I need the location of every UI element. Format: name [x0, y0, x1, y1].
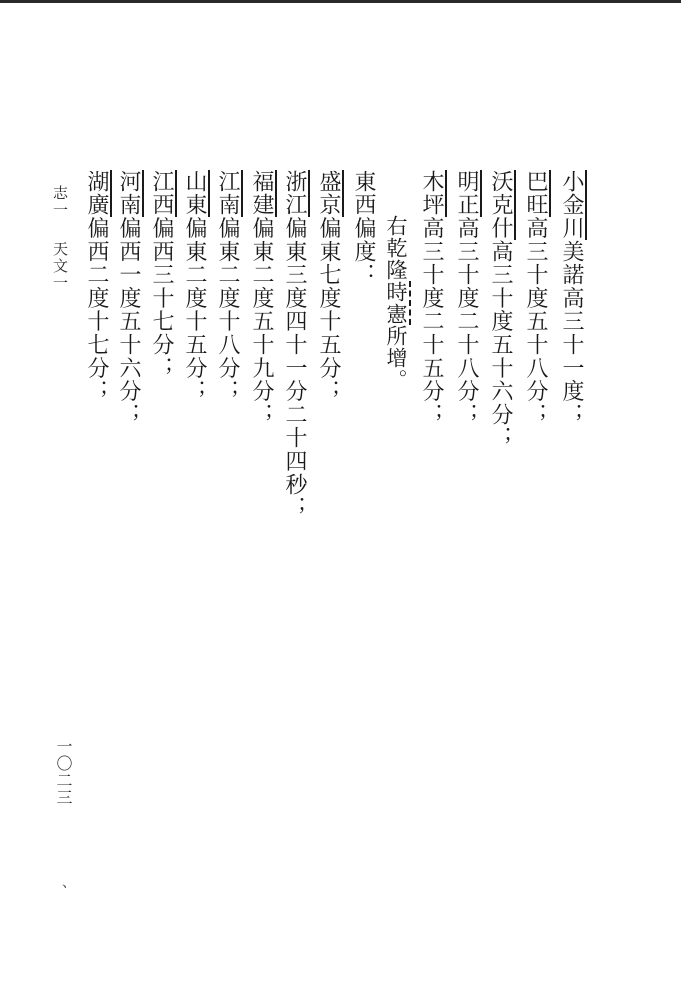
place-name-jiangnan: 江南	[215, 170, 243, 217]
running-head-chapter: 志一	[51, 185, 69, 219]
column-8-text: 偏東七度十五分；	[316, 216, 341, 404]
place-name-zhejiang: 浙江	[282, 170, 310, 217]
text-column-1	[560, 170, 582, 426]
text-column-5	[420, 170, 442, 426]
column-15-text: 偏西二度十七分；	[84, 216, 109, 404]
column-5-text: 高三十度二十五分；	[419, 216, 444, 427]
column-10-text: 偏東二度五十九分；	[249, 216, 274, 427]
page-number: 一〇二三	[54, 738, 73, 806]
stray-mark: 、	[62, 875, 76, 891]
text-column-2	[524, 170, 546, 426]
column-9-text: 偏東三度四十一分二十四秒；	[282, 216, 307, 520]
column-12-text: 偏東二度十五分；	[182, 216, 207, 404]
note-text-shixian: 時憲	[384, 281, 411, 325]
text-column-8	[317, 170, 339, 403]
column-1-text: 美諾高三十一度；	[559, 239, 584, 427]
text-column-15	[85, 170, 107, 403]
place-name-huguang: 湖廣	[84, 170, 112, 217]
text-column-14	[117, 170, 139, 426]
text-column-13	[150, 170, 172, 380]
place-name-henan: 河南	[116, 170, 144, 217]
place-name-wokeshi: 沃克什	[488, 170, 516, 240]
place-name-bawang: 巴旺	[523, 170, 551, 217]
column-13-text: 偏西三十七分；	[149, 216, 174, 380]
place-name-shandong: 山東	[182, 170, 210, 217]
text-column-10	[250, 170, 272, 426]
column-2-text: 高三十度五十八分；	[523, 216, 548, 427]
place-name-xiaojinchuan: 小金川	[559, 170, 587, 240]
column-14-text: 偏西一度五十六分；	[116, 216, 141, 427]
note-text-head: 右乾隆	[384, 215, 408, 281]
running-head-section: 天文一	[51, 241, 69, 292]
place-name-mingzheng: 明正	[454, 170, 482, 217]
page-top-edge	[0, 0, 681, 3]
running-head	[50, 185, 71, 292]
text-column-6-note	[385, 215, 406, 391]
text-column-3	[489, 170, 511, 450]
column-4-text: 高三十度二十八分；	[454, 216, 479, 427]
text-column-12	[183, 170, 205, 403]
column-3-text: 高三十度五十六分；	[488, 239, 513, 450]
place-name-fujian: 福建	[249, 170, 277, 217]
text-column-4	[455, 170, 477, 426]
place-name-jiangxi: 江西	[149, 170, 177, 217]
text-column-9	[283, 170, 305, 520]
section-heading-dongxi: 東西偏度：	[351, 170, 376, 287]
text-column-11	[216, 170, 238, 403]
text-column-7-heading	[352, 170, 374, 287]
column-11-text: 偏東二度十八分；	[215, 216, 240, 404]
note-text-tail: 所增。	[384, 325, 408, 391]
place-name-muping: 木坪	[419, 170, 447, 217]
place-name-shengjing: 盛京	[316, 170, 344, 217]
